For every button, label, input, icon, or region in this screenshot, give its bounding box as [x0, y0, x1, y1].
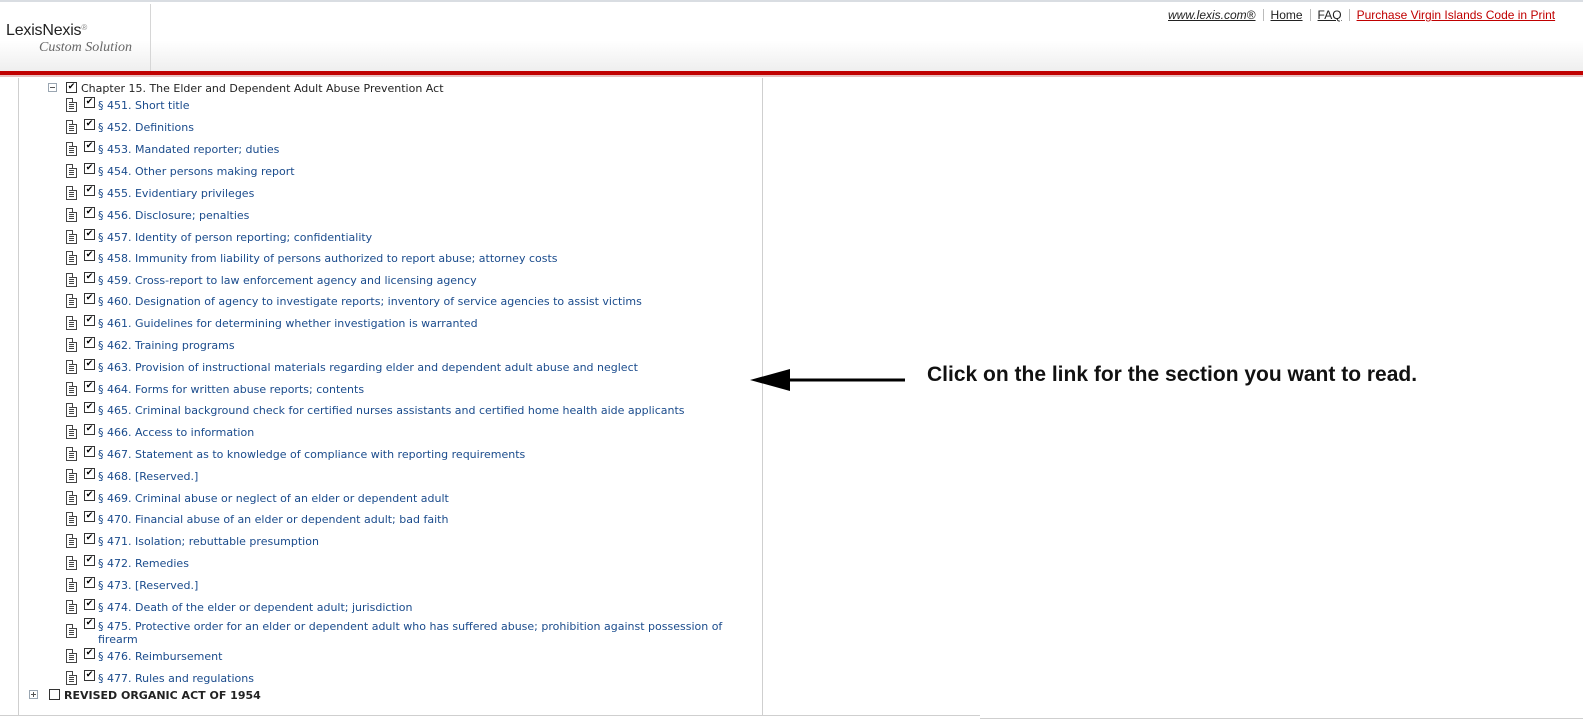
section-row: [0, 184, 762, 204]
section-link[interactable]: § 470. Financial abuse of an elder or dependent adult; bad faith: [98, 513, 449, 526]
section-checkbox[interactable]: [84, 490, 95, 501]
section-link[interactable]: § 466. Access to information: [98, 426, 255, 439]
section-checkbox[interactable]: [84, 577, 95, 588]
logo-main: LexisNexis®: [6, 22, 88, 39]
section-checkbox[interactable]: [84, 555, 95, 566]
section-checkbox[interactable]: [84, 315, 95, 326]
document-icon[interactable]: [66, 512, 77, 526]
section-link[interactable]: § 457. Identity of person reporting; confidentiality: [98, 231, 373, 244]
revised-act-checkbox[interactable]: [49, 689, 60, 700]
section-row: [0, 554, 762, 574]
document-icon[interactable]: [66, 273, 77, 287]
header: [0, 2, 1583, 72]
section-checkbox[interactable]: [84, 141, 95, 152]
document-icon[interactable]: [66, 98, 77, 112]
section-row: [0, 576, 762, 596]
section-link[interactable]: § 454. Other persons making report: [98, 165, 295, 178]
section-row: [0, 292, 762, 312]
document-icon[interactable]: [66, 120, 77, 134]
document-icon[interactable]: [66, 469, 77, 483]
section-checkbox[interactable]: [84, 359, 95, 370]
section-row: [0, 336, 762, 356]
section-row: [0, 510, 762, 530]
document-icon[interactable]: [66, 403, 77, 417]
section-row: [0, 206, 762, 226]
section-row: [0, 467, 762, 487]
document-icon[interactable]: [66, 382, 77, 396]
section-link[interactable]: § 475. Protective order for an elder or dependent adult who has suffered abuse; prohibition against possession of firearm: [98, 620, 723, 646]
section-link[interactable]: § 471. Isolation; rebuttable presumption: [98, 535, 319, 548]
section-link[interactable]: § 472. Remedies: [98, 557, 189, 570]
section-checkbox[interactable]: [84, 424, 95, 435]
expand-icon[interactable]: [29, 690, 38, 699]
link-separator: [1263, 9, 1264, 21]
section-row: [0, 314, 762, 334]
section-link[interactable]: § 476. Reimbursement: [98, 650, 223, 663]
section-checkbox[interactable]: [84, 446, 95, 457]
section-link[interactable]: § 473. [Reserved.]: [98, 579, 199, 592]
section-link[interactable]: § 456. Disclosure; penalties: [98, 209, 250, 222]
logo: [0, 4, 151, 72]
section-link[interactable]: § 459. Cross-report to law enforcement agency and licensing agency: [98, 274, 477, 287]
section-checkbox[interactable]: [84, 670, 95, 681]
document-icon[interactable]: [66, 534, 77, 548]
section-link[interactable]: § 460. Designation of agency to investigate reports; inventory of service agencies to assist victims: [98, 295, 642, 308]
section-row: [0, 489, 762, 509]
pane-divider[interactable]: [762, 78, 763, 715]
section-checkbox[interactable]: [84, 533, 95, 544]
document-icon[interactable]: [66, 649, 77, 663]
section-link[interactable]: § 452. Definitions: [98, 121, 194, 134]
section-checkbox[interactable]: [84, 207, 95, 218]
document-icon[interactable]: [66, 491, 77, 505]
section-checkbox[interactable]: [84, 272, 95, 283]
section-checkbox[interactable]: [84, 618, 95, 629]
collapse-icon[interactable]: [48, 83, 57, 92]
section-row: [0, 140, 762, 160]
document-icon[interactable]: [66, 230, 77, 244]
section-link[interactable]: § 451. Short title: [98, 99, 190, 112]
document-icon[interactable]: [66, 671, 77, 685]
section-link[interactable]: § 463. Provision of instructional materials regarding elder and dependent adult abuse and neglect: [98, 361, 638, 374]
section-checkbox[interactable]: [84, 119, 95, 130]
document-icon[interactable]: [66, 447, 77, 461]
chapter-checkbox[interactable]: [66, 82, 77, 93]
purchase-link[interactable]: Purchase Virgin Islands Code in Print: [1356, 8, 1556, 22]
instruction-text: Click on the link for the section you want to read.: [927, 363, 1418, 386]
section-row: [0, 647, 762, 667]
section-checkbox[interactable]: [84, 381, 95, 392]
section-row: [0, 118, 762, 138]
section-row: [0, 598, 762, 618]
section-link[interactable]: § 474. Death of the elder or dependent adult; jurisdiction: [98, 601, 413, 614]
section-checkbox[interactable]: [84, 599, 95, 610]
section-checkbox[interactable]: [84, 163, 95, 174]
faq-link[interactable]: FAQ: [1317, 8, 1342, 22]
section-checkbox[interactable]: [84, 511, 95, 522]
section-checkbox[interactable]: [84, 293, 95, 304]
section-link[interactable]: § 467. Statement as to knowledge of compliance with reporting requirements: [98, 448, 526, 461]
section-checkbox[interactable]: [84, 97, 95, 108]
section-row: [0, 162, 762, 182]
section-checkbox[interactable]: [84, 250, 95, 261]
section-checkbox[interactable]: [84, 185, 95, 196]
section-link[interactable]: § 477. Rules and regulations: [98, 672, 254, 685]
document-icon[interactable]: [66, 186, 77, 200]
logo-sub: Custom Solution: [39, 40, 132, 55]
section-row: [0, 669, 762, 689]
lexis-link[interactable]: www.lexis.com®: [1168, 8, 1256, 22]
section-link[interactable]: § 464. Forms for written abuse reports; contents: [98, 383, 365, 396]
header-bar-shadow: [0, 75, 1583, 77]
left-arrow-icon: [750, 369, 905, 391]
top-links: [1168, 8, 1555, 22]
document-icon[interactable]: [66, 316, 77, 330]
section-row: [0, 401, 762, 421]
section-checkbox[interactable]: [84, 402, 95, 413]
document-icon[interactable]: [66, 578, 77, 592]
section-row: [0, 380, 762, 400]
section-link[interactable]: § 453. Mandated reporter; duties: [98, 143, 280, 156]
section-checkbox[interactable]: [84, 337, 95, 348]
section-row: [0, 96, 762, 116]
section-checkbox[interactable]: [84, 468, 95, 479]
document-icon[interactable]: [66, 251, 77, 265]
section-row: [0, 249, 762, 269]
document-icon[interactable]: [66, 142, 77, 156]
document-icon[interactable]: [66, 556, 77, 570]
section-row: [0, 271, 762, 291]
bottom-border: [0, 715, 980, 716]
section-row: [0, 358, 762, 378]
section-link[interactable]: § 465. Criminal background check for certified nurses assistants and certified home health aide applicants: [98, 404, 685, 417]
section-row: [0, 532, 762, 552]
revised-act-label[interactable]: REVISED ORGANIC ACT OF 1954: [64, 689, 261, 702]
section-row: [0, 617, 762, 647]
chapter-label[interactable]: Chapter 15. The Elder and Dependent Adult Abuse Prevention Act: [81, 82, 444, 95]
document-icon[interactable]: [66, 360, 77, 374]
document-icon[interactable]: [66, 164, 77, 178]
section-link[interactable]: § 458. Immunity from liability of persons authorized to report abuse; attorney costs: [98, 252, 558, 265]
document-icon[interactable]: [66, 208, 77, 222]
section-row: [0, 228, 762, 248]
home-link[interactable]: Home: [1270, 8, 1303, 22]
section-link[interactable]: § 462. Training programs: [98, 339, 235, 352]
section-link[interactable]: § 455. Evidentiary privileges: [98, 187, 255, 200]
section-link[interactable]: § 461. Guidelines for determining whether investigation is warranted: [98, 317, 478, 330]
section-row: [0, 445, 762, 465]
section-link[interactable]: § 468. [Reserved.]: [98, 470, 199, 483]
section-row: [0, 423, 762, 443]
document-icon[interactable]: [66, 600, 77, 614]
document-icon[interactable]: [66, 338, 77, 352]
document-icon[interactable]: [66, 624, 77, 638]
section-checkbox[interactable]: [84, 648, 95, 659]
link-separator: [1310, 9, 1311, 21]
link-separator: [1349, 9, 1350, 21]
document-icon[interactable]: [66, 425, 77, 439]
section-checkbox[interactable]: [84, 229, 95, 240]
bottom-border-right: [980, 718, 1583, 719]
section-link[interactable]: § 469. Criminal abuse or neglect of an elder or dependent adult: [98, 492, 449, 505]
document-icon[interactable]: [66, 294, 77, 308]
